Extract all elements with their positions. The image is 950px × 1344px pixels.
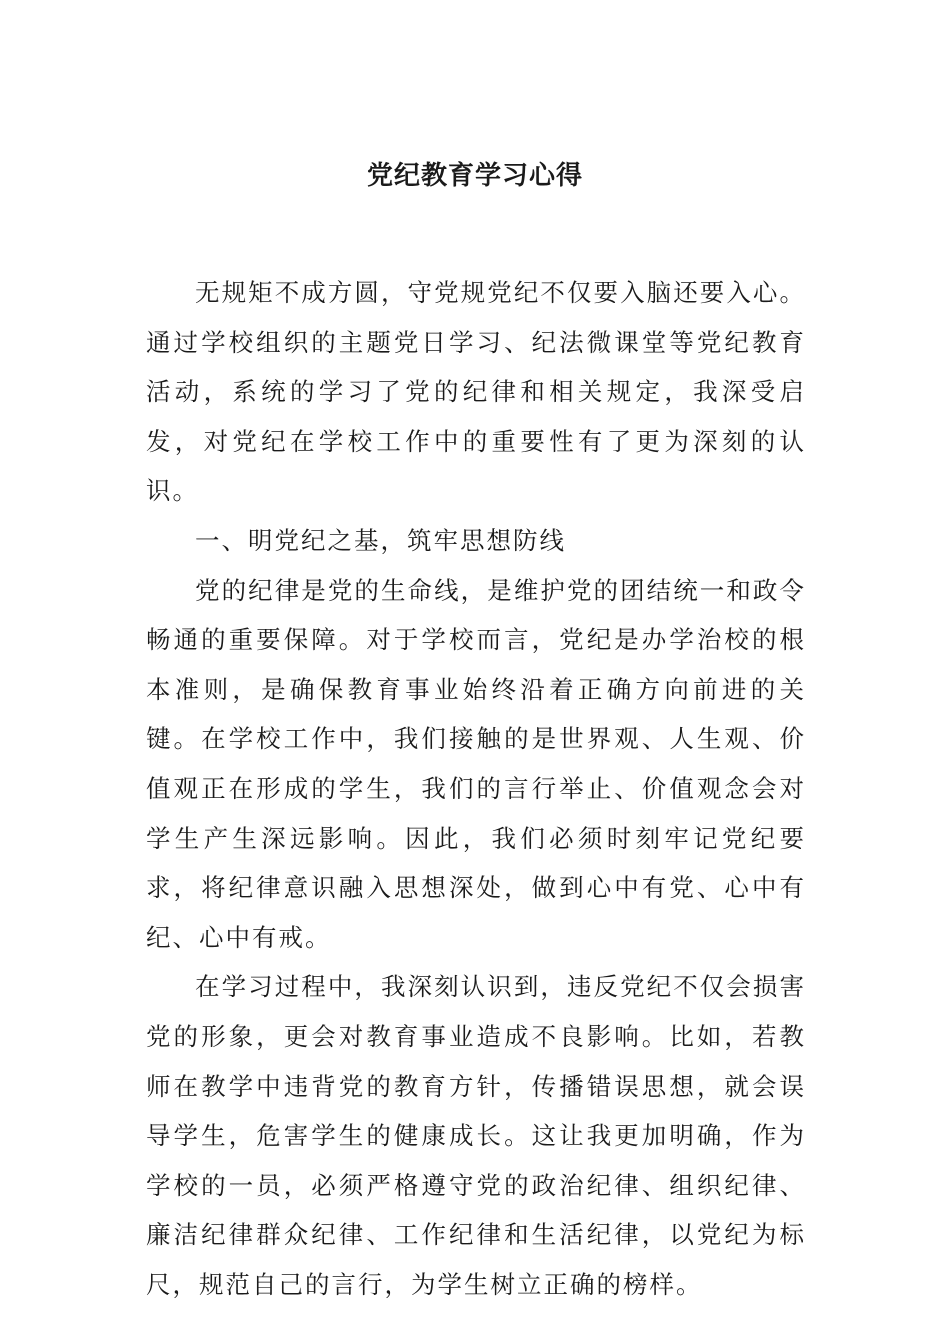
- document-body: [146, 268, 806, 1309]
- section-heading: 一、明党纪之基，筑牢思想防线: [195, 525, 566, 555]
- document-title: 党纪教育学习心得: [366, 161, 583, 191]
- paragraph-learning-insight: 在学习过程中，我深刻认识到，违反党纪不仅会损害党的形象，更会对教育事业造成不良影响。比如，若教师在教学中违背党的教育方针，传播错误思想，就会误导学生，危害学生的健康成长。这让我更加明确，作为学校的一员，必须严格遵守党的政治纪律、组织纪律、廉洁纪律群众纪律、工作纪律和生活纪律，以党纪为标尺，规范自己的言行，为学生树立正确的榜样。: [146, 972, 806, 1299]
- paragraph-intro: 无规矩不成方圆，守党规党纪不仅要入脑还要入心。通过学校组织的主题党日学习、纪法微课堂等党纪教育活动，系统的学习了党的纪律和相关规定，我深受启发，对党纪在学校工作中的重要性有了更为深刻的认识。: [146, 278, 806, 506]
- paragraph-discipline-lifeline: 党的纪律是党的生命线，是维护党的团结统一和政令畅通的重要保障。对于学校而言，党纪是办学治校的根本准则，是确保教育事业始终沿着正确方向前进的关键。在学校工作中，我们接触的是世界观、人生观、价值观正在形成的学生，我们的言行举止、价值观念会对学生产生深远影响。因此，我们必须时刻牢记党纪要求，将纪律意识融入思想深处，做到心中有党、心中有纪、心中有戒。: [146, 575, 806, 952]
